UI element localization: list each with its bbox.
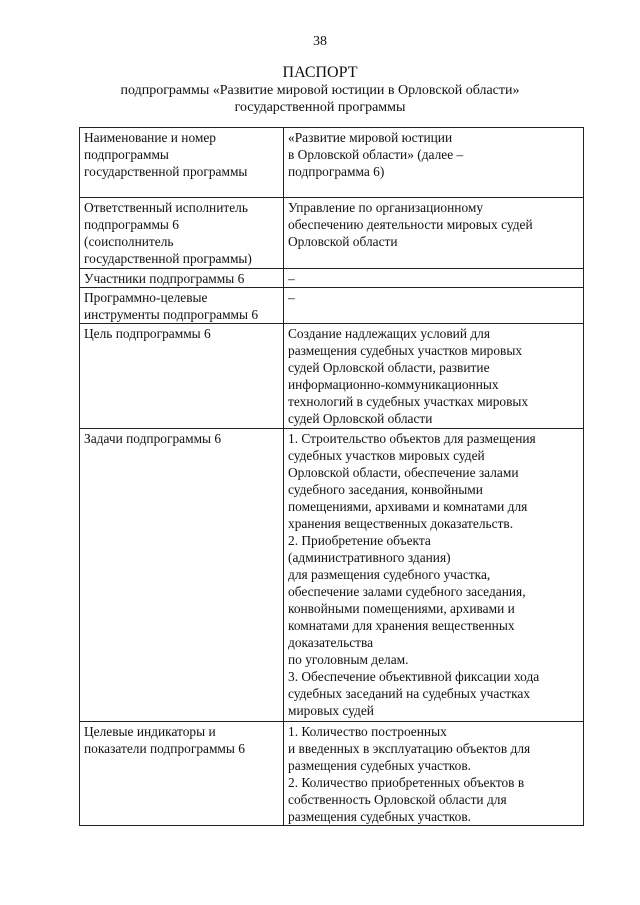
value-line: – (288, 271, 295, 286)
value-line: помещениями, архивами и комнатами для (288, 499, 528, 514)
row-label-cell (80, 722, 284, 826)
label-line: Целевые индикаторы и (84, 724, 216, 739)
value-line: по уголовным делам. (288, 652, 409, 667)
table-row (80, 324, 584, 429)
value-line: Создание надлежащих условий для (288, 326, 490, 341)
label-line: (соисполнитель (84, 234, 174, 249)
value-line: обеспечению деятельности мировых судей (288, 217, 533, 232)
document-subtitle-line: государственной программы (234, 100, 406, 115)
passport-table-body (80, 128, 584, 826)
value-line: технологий в судебных участках мировых (288, 394, 529, 409)
value-line: судей Орловской области, развитие (288, 360, 490, 375)
passport-table (79, 127, 584, 826)
label-line: Цель подпрограммы 6 (84, 326, 211, 341)
label-line: подпрограммы 6 (84, 217, 179, 232)
page-number: 38 (313, 34, 327, 49)
table-row (80, 128, 584, 198)
value-line: 2. Количество приобретенных объектов в (288, 775, 525, 790)
value-line: 1. Строительство объектов для размещения (288, 431, 536, 446)
row-value-cell (284, 722, 584, 826)
row-label-cell (80, 288, 284, 324)
value-line: судей Орловской области (288, 411, 433, 426)
value-line: судебных заседаний на судебных участках (288, 686, 531, 701)
row-label-cell (80, 269, 284, 288)
value-line: доказательства (288, 635, 374, 650)
label-line: государственной программы (84, 164, 248, 179)
table-row (80, 429, 584, 722)
label-line: инструменты подпрограммы 6 (84, 307, 259, 322)
table-row (80, 722, 584, 826)
document-subtitle-line: подпрограммы «Развитие мировой юстиции в Орловской области» (120, 83, 520, 98)
value-line: 1. Количество построенных (288, 724, 447, 739)
document-title: ПАСПОРТ (282, 64, 358, 81)
value-line: хранения вещественных доказательств. (288, 516, 514, 531)
value-line: (административного здания) (288, 550, 451, 565)
row-value-cell (284, 128, 584, 198)
row-value-cell (284, 198, 584, 269)
label-line: Ответственный исполнитель (84, 200, 248, 215)
value-line: обеспечение залами судебного заседания, (288, 584, 526, 599)
label-line: показатели подпрограммы 6 (84, 741, 245, 756)
value-line: судебных участков мировых судей (288, 448, 485, 463)
label-line: государственной программы) (84, 251, 252, 266)
table-row (80, 288, 584, 324)
document-heading (0, 64, 640, 116)
row-value-cell (284, 269, 584, 288)
value-line: конвойными помещениями, архивами и (288, 601, 515, 616)
value-line: размещения судебных участков. (288, 758, 472, 773)
value-line: 3. Обеспечение объективной фиксации хода (288, 669, 540, 684)
label-line: подпрограммы (84, 147, 169, 162)
value-line: мировых судей (288, 703, 374, 718)
value-line: информационно-коммуникационных (288, 377, 499, 392)
value-line: «Развитие мировой юстиции (288, 130, 453, 145)
row-value-cell (284, 429, 584, 722)
value-line: – (288, 290, 295, 305)
label-line: Участники подпрограммы 6 (84, 271, 245, 286)
row-label-cell (80, 128, 284, 198)
value-line: комнатами для хранения вещественных (288, 618, 515, 633)
label-line: Задачи подпрограммы 6 (84, 431, 222, 446)
label-line: Наименование и номер (84, 130, 217, 145)
row-value-cell (284, 324, 584, 429)
value-line: для размещения судебного участка, (288, 567, 491, 582)
value-line: судебного заседания, конвойными (288, 482, 483, 497)
value-line: и введенных в эксплуатацию объектов для (288, 741, 531, 756)
label-line: Программно-целевые (84, 290, 208, 305)
value-line: 2. Приобретение объекта (288, 533, 431, 548)
row-label-cell (80, 324, 284, 429)
value-line: Управление по организационному (288, 200, 484, 215)
value-line: в Орловской области» (далее – (288, 147, 464, 162)
table-row (80, 269, 584, 288)
value-line: собственность Орловской области для (288, 792, 507, 807)
value-line: Орловской области, обеспечение залами (288, 465, 519, 480)
row-value-cell (284, 288, 584, 324)
table-row (80, 198, 584, 269)
row-label-cell (80, 429, 284, 722)
value-line: подпрограмма 6) (288, 164, 385, 179)
value-line: размещения судебных участков мировых (288, 343, 523, 358)
value-line: Орловской области (288, 234, 398, 249)
row-label-cell (80, 198, 284, 269)
value-line: размещения судебных участков. (288, 809, 472, 824)
